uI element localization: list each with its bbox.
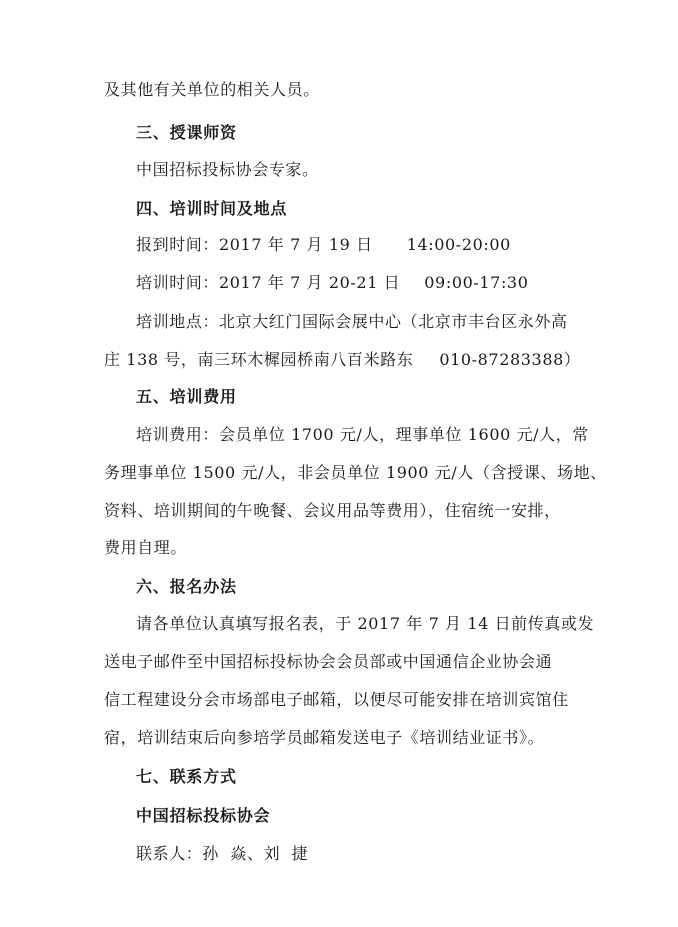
- contact-person: 联系人：孙 焱、刘 捷: [136, 844, 309, 863]
- fee-line-4: 费用自理。: [104, 538, 188, 557]
- section3-body: 中国招标投标协会专家。: [136, 160, 319, 179]
- fee-line-2: 务理事单位 1500 元/人，非会员单位 1900 元/人（含授课、场地、: [104, 463, 607, 482]
- checkin-time-line: [136, 235, 511, 255]
- registration-line-4: 宿，培训结束后向参培学员邮箱发送电子《培训结业证书》。: [104, 728, 545, 747]
- section7-heading: 七、联系方式: [136, 767, 237, 786]
- training-date: 培训时间：2017 年 7 月 20-21 日: [136, 273, 401, 292]
- venue-line-2: [104, 350, 581, 370]
- registration-line-3: 信工程建设分会市场部电子邮箱，以便尽可能安排在培训宾馆住: [104, 690, 569, 709]
- section4-heading: 四、培训时间及地点: [136, 199, 288, 218]
- training-time-line: [136, 273, 529, 293]
- fee-line-1: 培训费用：会员单位 1700 元/人，理事单位 1600 元/人，常: [136, 425, 589, 444]
- registration-line-2: 送电子邮件至中国招标投标协会会员部或中国通信企业协会通: [104, 652, 553, 671]
- registration-line-1: 请各单位认真填写报名表，于 2017 年 7 月 14 日前传真或发: [136, 614, 595, 633]
- intro-tail-text: 及其他有关单位的相关人员。: [104, 80, 320, 99]
- checkin-hours: 14:00-20:00: [406, 235, 511, 254]
- checkin-date: 报到时间：2017 年 7 月 19 日: [136, 235, 373, 254]
- fee-line-3: 资料、培训期间的午晚餐、会议用品等费用），住宿统一安排，: [104, 501, 561, 520]
- contact-org: 中国招标投标协会: [136, 806, 271, 825]
- section6-heading: 六、报名办法: [136, 577, 237, 596]
- venue-address: 庄 138 号，南三环木樨园桥南八百米路东: [104, 350, 414, 369]
- training-hours: 09:00-17:30: [424, 273, 529, 292]
- venue-line-1: 培训地点：北京大红门国际会展中心（北京市丰台区永外高: [136, 312, 568, 331]
- section5-heading: 五、培训费用: [136, 387, 237, 406]
- venue-phone: 010-87283388）: [439, 350, 581, 369]
- section3-heading: 三、授课师资: [136, 123, 237, 142]
